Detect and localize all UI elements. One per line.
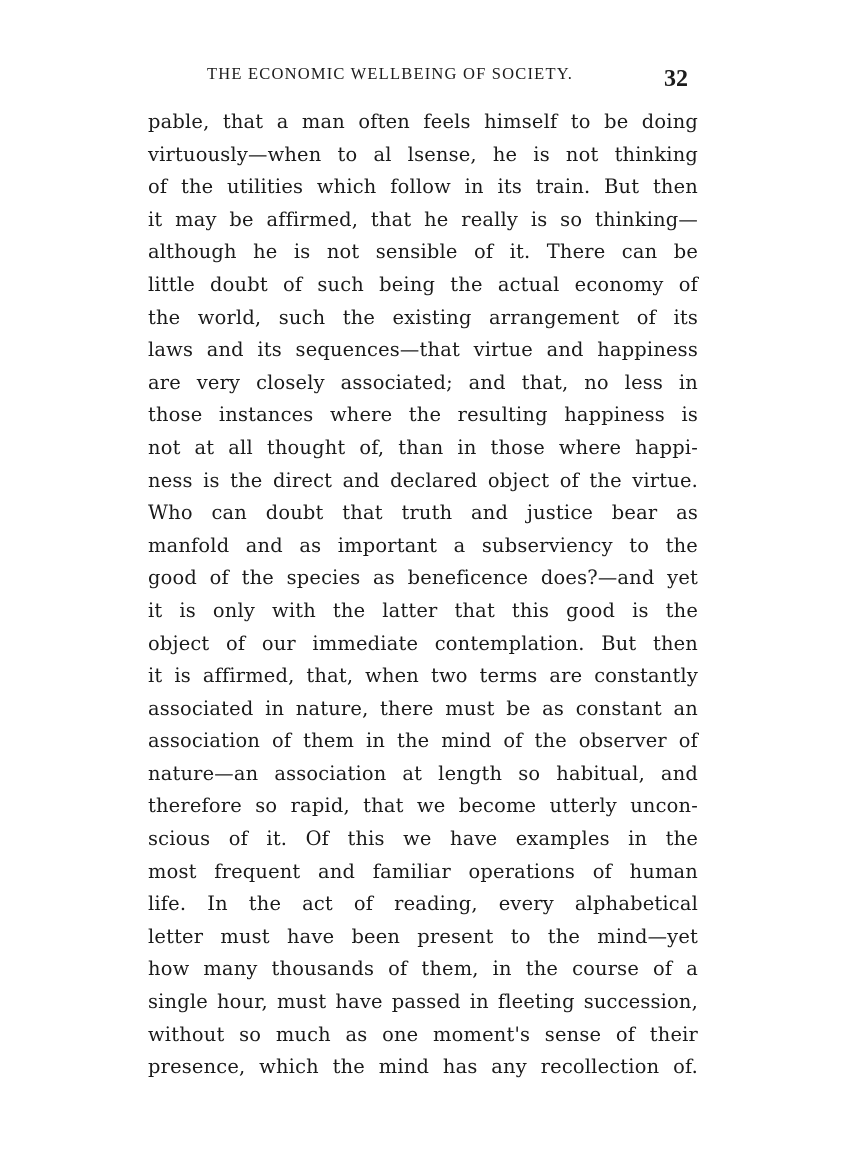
text-line: of the utilities which follow in its train. But then	[148, 175, 698, 199]
text-line: not at all thought of, than in those where happi-	[148, 435, 698, 459]
text-line: therefore so rapid, that we become utterly uncon-	[148, 794, 698, 818]
page-number: 32	[664, 66, 688, 92]
text-line: scious of it. Of this we have examples in the	[148, 827, 698, 851]
text-line: it is only with the latter that this good is the	[148, 598, 698, 622]
text-line: life. In the act of reading, every alphabetical	[148, 892, 698, 916]
text-line: object of our immediate contemplation. But then	[148, 631, 698, 655]
text-line: those instances where the resulting happiness is	[148, 403, 698, 427]
running-head	[0, 60, 850, 92]
text-line: little doubt of such being the actual economy of	[148, 272, 698, 296]
text-line: association of them in the mind of the observer of	[148, 729, 698, 753]
text-line: Who can doubt that truth and justice bear as	[148, 501, 698, 525]
text-line: letter must have been present to the mind—yet	[148, 924, 698, 948]
text-line: presence, which the mind has any recollection of.	[148, 1055, 698, 1079]
text-line: pable, that a man often feels himself to be doing	[148, 110, 698, 133]
body-paragraph	[148, 106, 698, 1084]
text-line: single hour, must have passed in fleeting succession,	[148, 990, 698, 1014]
text-line: good of the species as beneficence does?—and yet	[148, 566, 698, 590]
text-line: laws and its sequences—that virtue and happiness	[148, 338, 698, 362]
text-line: virtuously—when to al lsense, he is not thinking	[148, 142, 698, 166]
text-line: nature—an association at length so habitual, and	[148, 761, 698, 785]
text-line: the world, such the existing arrangement of its	[148, 305, 698, 329]
text-line: ness is the direct and declared object of the virtue.	[148, 468, 698, 492]
text-line: without so much as one moment's sense of their	[148, 1022, 698, 1046]
text-line: are very closely associated; and that, no less in	[148, 370, 698, 394]
text-line: it is affirmed, that, when two terms are constantly	[148, 664, 698, 688]
text-line: manfold and as important a subserviency to the	[148, 533, 698, 557]
running-title: THE ECONOMIC WELLBEING OF SOCIETY.	[207, 64, 574, 83]
text-line: although he is not sensible of it. There can be	[148, 240, 698, 264]
text-line: how many thousands of them, in the course of a	[148, 957, 698, 981]
text-line: it may be affirmed, that he really is so thinking—	[148, 207, 698, 231]
text-line: most frequent and familiar operations of human	[148, 859, 698, 883]
text-line: associated in nature, there must be as constant an	[148, 696, 698, 720]
